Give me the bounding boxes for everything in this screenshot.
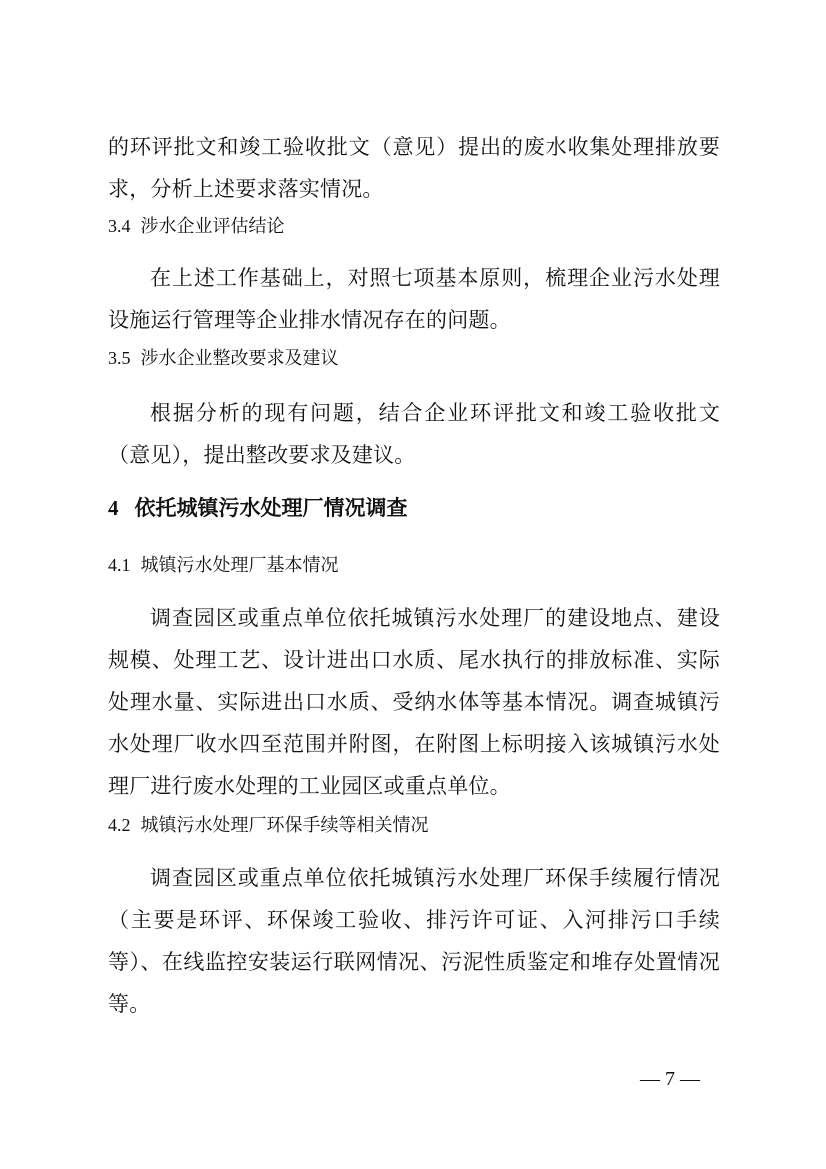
section-number: 4.1 <box>108 555 131 575</box>
chapter-number: 4 <box>108 496 119 520</box>
section-3-5-heading <box>108 343 720 374</box>
section-title: 城镇污水处理厂环保手续等相关情况 <box>140 815 429 836</box>
chapter-title: 依托城镇污水处理厂情况调查 <box>134 496 408 520</box>
section-4-2-body: 调查园区或重点单位依托城镇污水处理厂环保手续履行情况（主要是环评、环保竣工验收、排污许可证、入河排污口手续等）、在线监控安装运行联网情况、污泥性质鉴定和堆存处置情况等。 <box>108 866 720 1016</box>
section-3-4-heading <box>108 211 720 242</box>
paragraph-intro-continuation: 的环评批文和竣工验收批文（意见）提出的废水收集处理排放要求，分析上述要求落实情况。 <box>108 135 720 201</box>
section-3-4-body: 在上述工作基础上，对照七项基本原则，梳理企业污水处理设施运行管理等企业排水情况存在的问题。 <box>108 266 720 332</box>
section-number: 3.4 <box>108 216 131 236</box>
section-number: 3.5 <box>108 348 131 368</box>
section-title: 涉水企业评估结论 <box>140 216 285 237</box>
section-4-1-heading <box>108 550 720 581</box>
section-title: 城镇污水处理厂基本情况 <box>140 555 339 576</box>
section-4-2-heading <box>108 810 720 841</box>
section-3-5-body: 根据分析的现有问题，结合企业环评批文和竣工验收批文（意见），提出整改要求及建议。 <box>108 401 720 467</box>
section-number: 4.2 <box>108 815 131 835</box>
section-4-1-body: 调查园区或重点单位依托城镇污水处理厂的建设地点、建设规模、处理工艺、设计进出口水质、尾水执行的排放标准、实际处理水量、实际进出口水质、受纳水体等基本情况。调查城镇污水处理厂收水四至范围并附图，在附图上标明接入该城镇污水处理厂进行废水处理的工业园区或重点单位。 <box>108 606 720 798</box>
section-title: 涉水企业整改要求及建议 <box>140 348 339 369</box>
chapter-4-heading <box>108 490 720 526</box>
page-number: — 7 — <box>640 1068 700 1090</box>
